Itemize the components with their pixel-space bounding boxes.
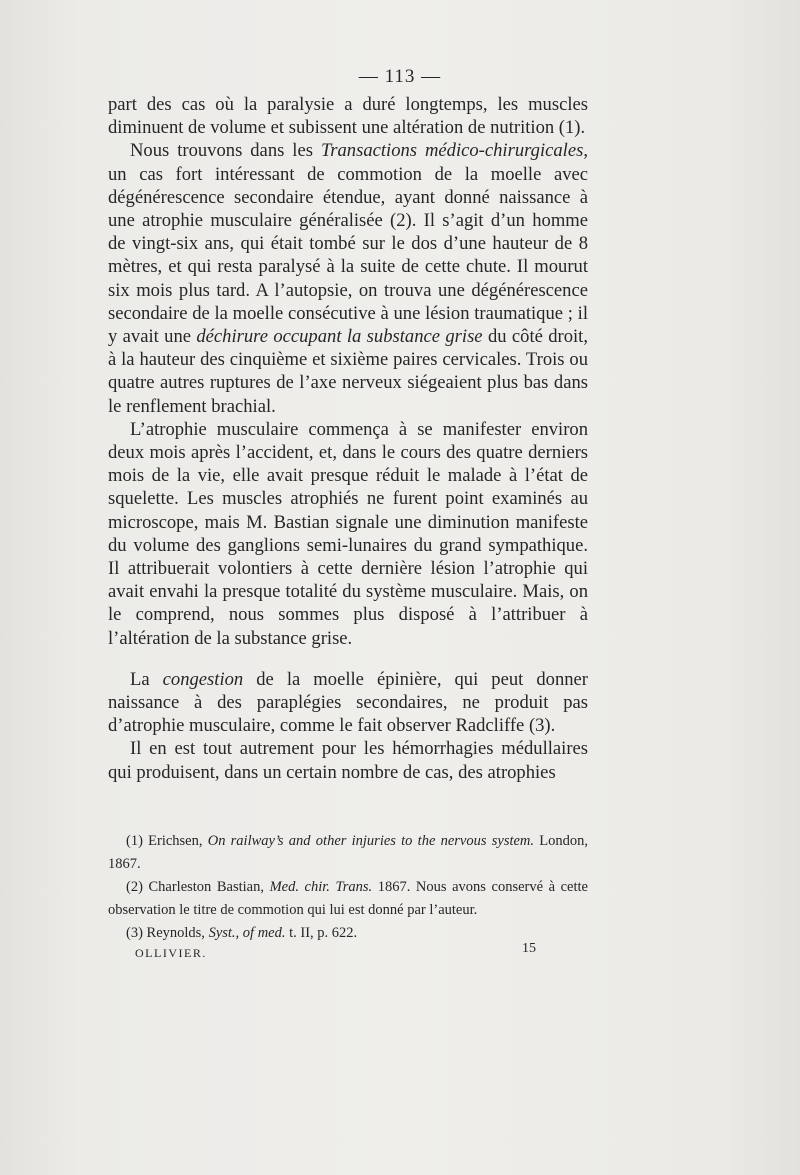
paragraph bbox=[108, 139, 588, 417]
paragraph bbox=[108, 418, 588, 650]
paragraph bbox=[108, 668, 588, 738]
text-run: , un cas fort intéressant de commotion de la moelle avec dégénérescence secondaire étendue, ayant donné naissance à une atrophie musculaire généralisée (2). Il s’agit d’un homme de vingt-six ans, qui était tombé sur le dos d’une hauteur de 8 mètres, et qui resta paralysé à la suite de cette chute. Il mourut six mois plus tard. A l’autopsie, on trouva une dégénérescence secondaire de la moelle consécutive à une lésion traumatique ; il y avait une bbox=[108, 140, 588, 348]
text-run: Nous trouvons dans les bbox=[130, 140, 321, 162]
footnote bbox=[108, 830, 588, 876]
text-run: (2) Charleston Bastian, bbox=[126, 879, 270, 895]
footnote bbox=[108, 876, 588, 922]
footnotes bbox=[108, 830, 588, 945]
text-run: La bbox=[130, 668, 163, 690]
text-run: 1867. Nous avons conservé à cette observation le titre de commotion qui lui est donné par l’auteur. bbox=[108, 879, 588, 918]
text-run: London, 1867. bbox=[108, 833, 588, 872]
text-run: L’atrophie musculaire commença à se manifester environ deux mois après l’accident, et, dans le cours des quatre derniers mois de la vie, elle avait presque réduit le malade à l’état de squelette. Les muscles atrophiés ne furent point examinés au microscope, mais M. Bastian signale une diminution manifeste du volume des ganglions semi-lunaires du grand sympathique. Il attribuerait volontiers à cette dernière lésion l’atrophie qui avait envahi la presque totalité du système musculaire. Mais, on le comprend, nous sommes plus disposé à l’attribuer à l’altération de la substance grise. bbox=[108, 418, 588, 649]
text-run: du côté droit, à la hauteur des cinquième et sixième paires cervicales. Trois ou quatre autres ruptures de l’axe nerveux siégeaient plus bas dans le renflement brachial. bbox=[108, 326, 588, 417]
italic-text: congestion bbox=[162, 668, 244, 690]
italic-text: déchirure occupant la substance grise bbox=[196, 326, 483, 348]
page-number: — 113 — bbox=[358, 66, 442, 87]
body-text bbox=[108, 93, 588, 784]
signature-mark: OLLIVIER. bbox=[135, 946, 207, 960]
text-run: t. II, p. 622. bbox=[285, 925, 358, 941]
italic-text: Syst., of med. bbox=[208, 925, 286, 941]
text-run: (1) Erichsen, bbox=[126, 833, 208, 849]
text-run: (3) Reynolds, bbox=[126, 925, 209, 941]
signature-number: 15 bbox=[522, 941, 536, 956]
paragraph bbox=[108, 93, 588, 139]
text-run: Il en est tout autrement pour les hémorrhagies médullaires qui produisent, dans un certain nombre de cas, des atrophies bbox=[108, 738, 588, 783]
text-run: part des cas où la paralysie a duré longtemps, les muscles diminuent de volume et subissent une altération de nutrition (1). bbox=[108, 94, 588, 139]
italic-text: On railway’s and other injuries to the nervous system. bbox=[207, 833, 535, 849]
italic-text: Transactions médico-chirurgicales bbox=[320, 140, 584, 162]
italic-text: Med. chir. Trans. bbox=[269, 879, 373, 895]
footnote bbox=[108, 922, 588, 945]
text-run: de la moelle épinière, qui peut donner naissance à des paraplégies secondaires, ne produit pas d’atrophie musculaire, comme le fait observer Radcliffe (3). bbox=[108, 668, 588, 737]
paragraph bbox=[108, 737, 588, 783]
